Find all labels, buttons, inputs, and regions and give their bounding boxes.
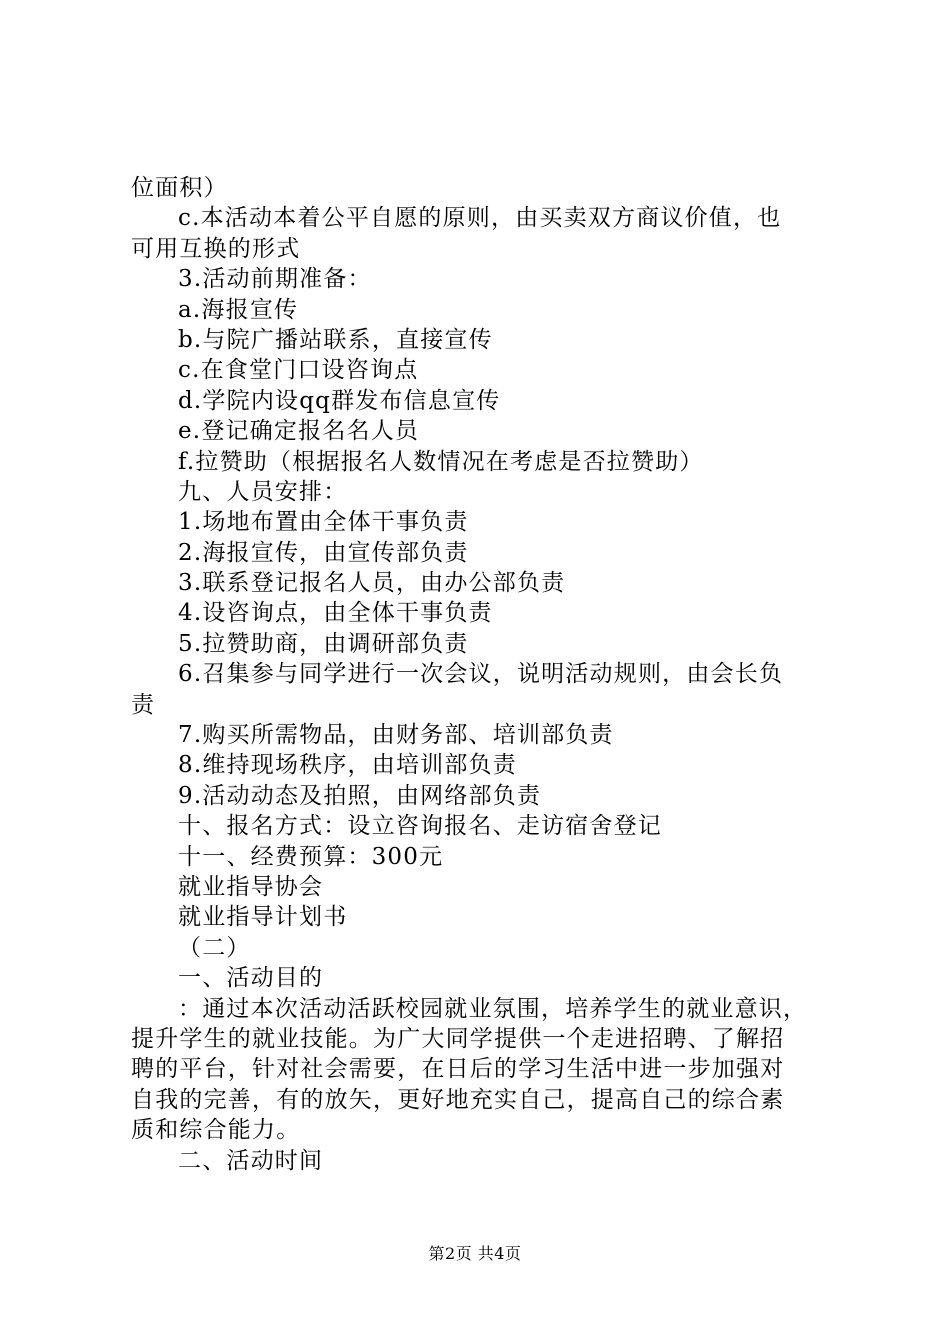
text-line: （二） — [178, 934, 251, 961]
text-line: 就业指导计划书 — [178, 904, 348, 931]
text-line: 质和综合能力。 — [131, 1117, 301, 1144]
text-line: 3.活动前期准备： — [178, 266, 372, 293]
text-line: 一、活动目的 — [178, 965, 324, 992]
text-line: 2.海报宣传，由宣传部负责 — [178, 539, 469, 566]
page-footer: 第2页 共4页 — [428, 1244, 522, 1263]
text-line: 自我的完善，有的放矢，更好地充实自己，提高自己的综合素 — [131, 1086, 785, 1113]
text-line: 位面积） — [131, 175, 228, 201]
text-line: 5.拉赞助商，由调研部负责 — [178, 630, 469, 657]
text-line: 十、报名方式：设立咨询报名、走访宿舍登记 — [178, 813, 662, 840]
text-line: 9.活动动态及拍照，由网络部负责 — [178, 782, 542, 809]
text-line: ：通过本次活动活跃校园就业氛围，培养学生的就业意识， — [178, 995, 808, 1022]
document-body — [131, 173, 831, 1176]
text-line: 就业指导协会 — [178, 873, 324, 900]
text-line: 可用互换的形式 — [131, 235, 301, 262]
text-line: 7.购买所需物品，由财务部、培训部负责 — [178, 722, 614, 749]
text-line: 3.联系登记报名人员，由办公部负责 — [178, 570, 566, 597]
text-line: b.与院广播站联系，直接宣传 — [178, 326, 493, 353]
text-line: 二、活动时间 — [178, 1147, 324, 1174]
text-line: d.学院内设qq群发布信息宣传 — [178, 387, 501, 414]
text-line: 1.场地布置由全体干事负责 — [178, 509, 469, 536]
text-line: 十一、经费预算：300元 — [178, 843, 444, 870]
text-line: 九、人员安排： — [178, 478, 348, 505]
text-line: 4.设咨询点，由全体干事负责 — [178, 600, 493, 627]
text-line: c.在食堂门口设咨询点 — [178, 357, 419, 384]
text-line: 责 — [131, 691, 156, 718]
text-line: f.拉赞助（根据报名人数情况在考虑是否拉赞助） — [178, 448, 704, 475]
text-line: 提升学生的就业技能。为广大同学提供一个走进招聘、了解招 — [131, 1025, 785, 1052]
text-line: 6.召集参与同学进行一次会议，说明活动规则，由会长负 — [178, 661, 784, 688]
text-line: c.本活动本着公平自愿的原则，由买卖双方商议价值，也 — [178, 205, 782, 232]
text-line: e.登记确定报名名人员 — [178, 418, 420, 445]
text-line: 8.维持现场秩序，由培训部负责 — [178, 752, 517, 779]
text-line: 聘的平台，针对社会需要，在日后的学习生活中进一步加强对 — [131, 1056, 785, 1083]
text-line: a.海报宣传 — [178, 296, 299, 323]
